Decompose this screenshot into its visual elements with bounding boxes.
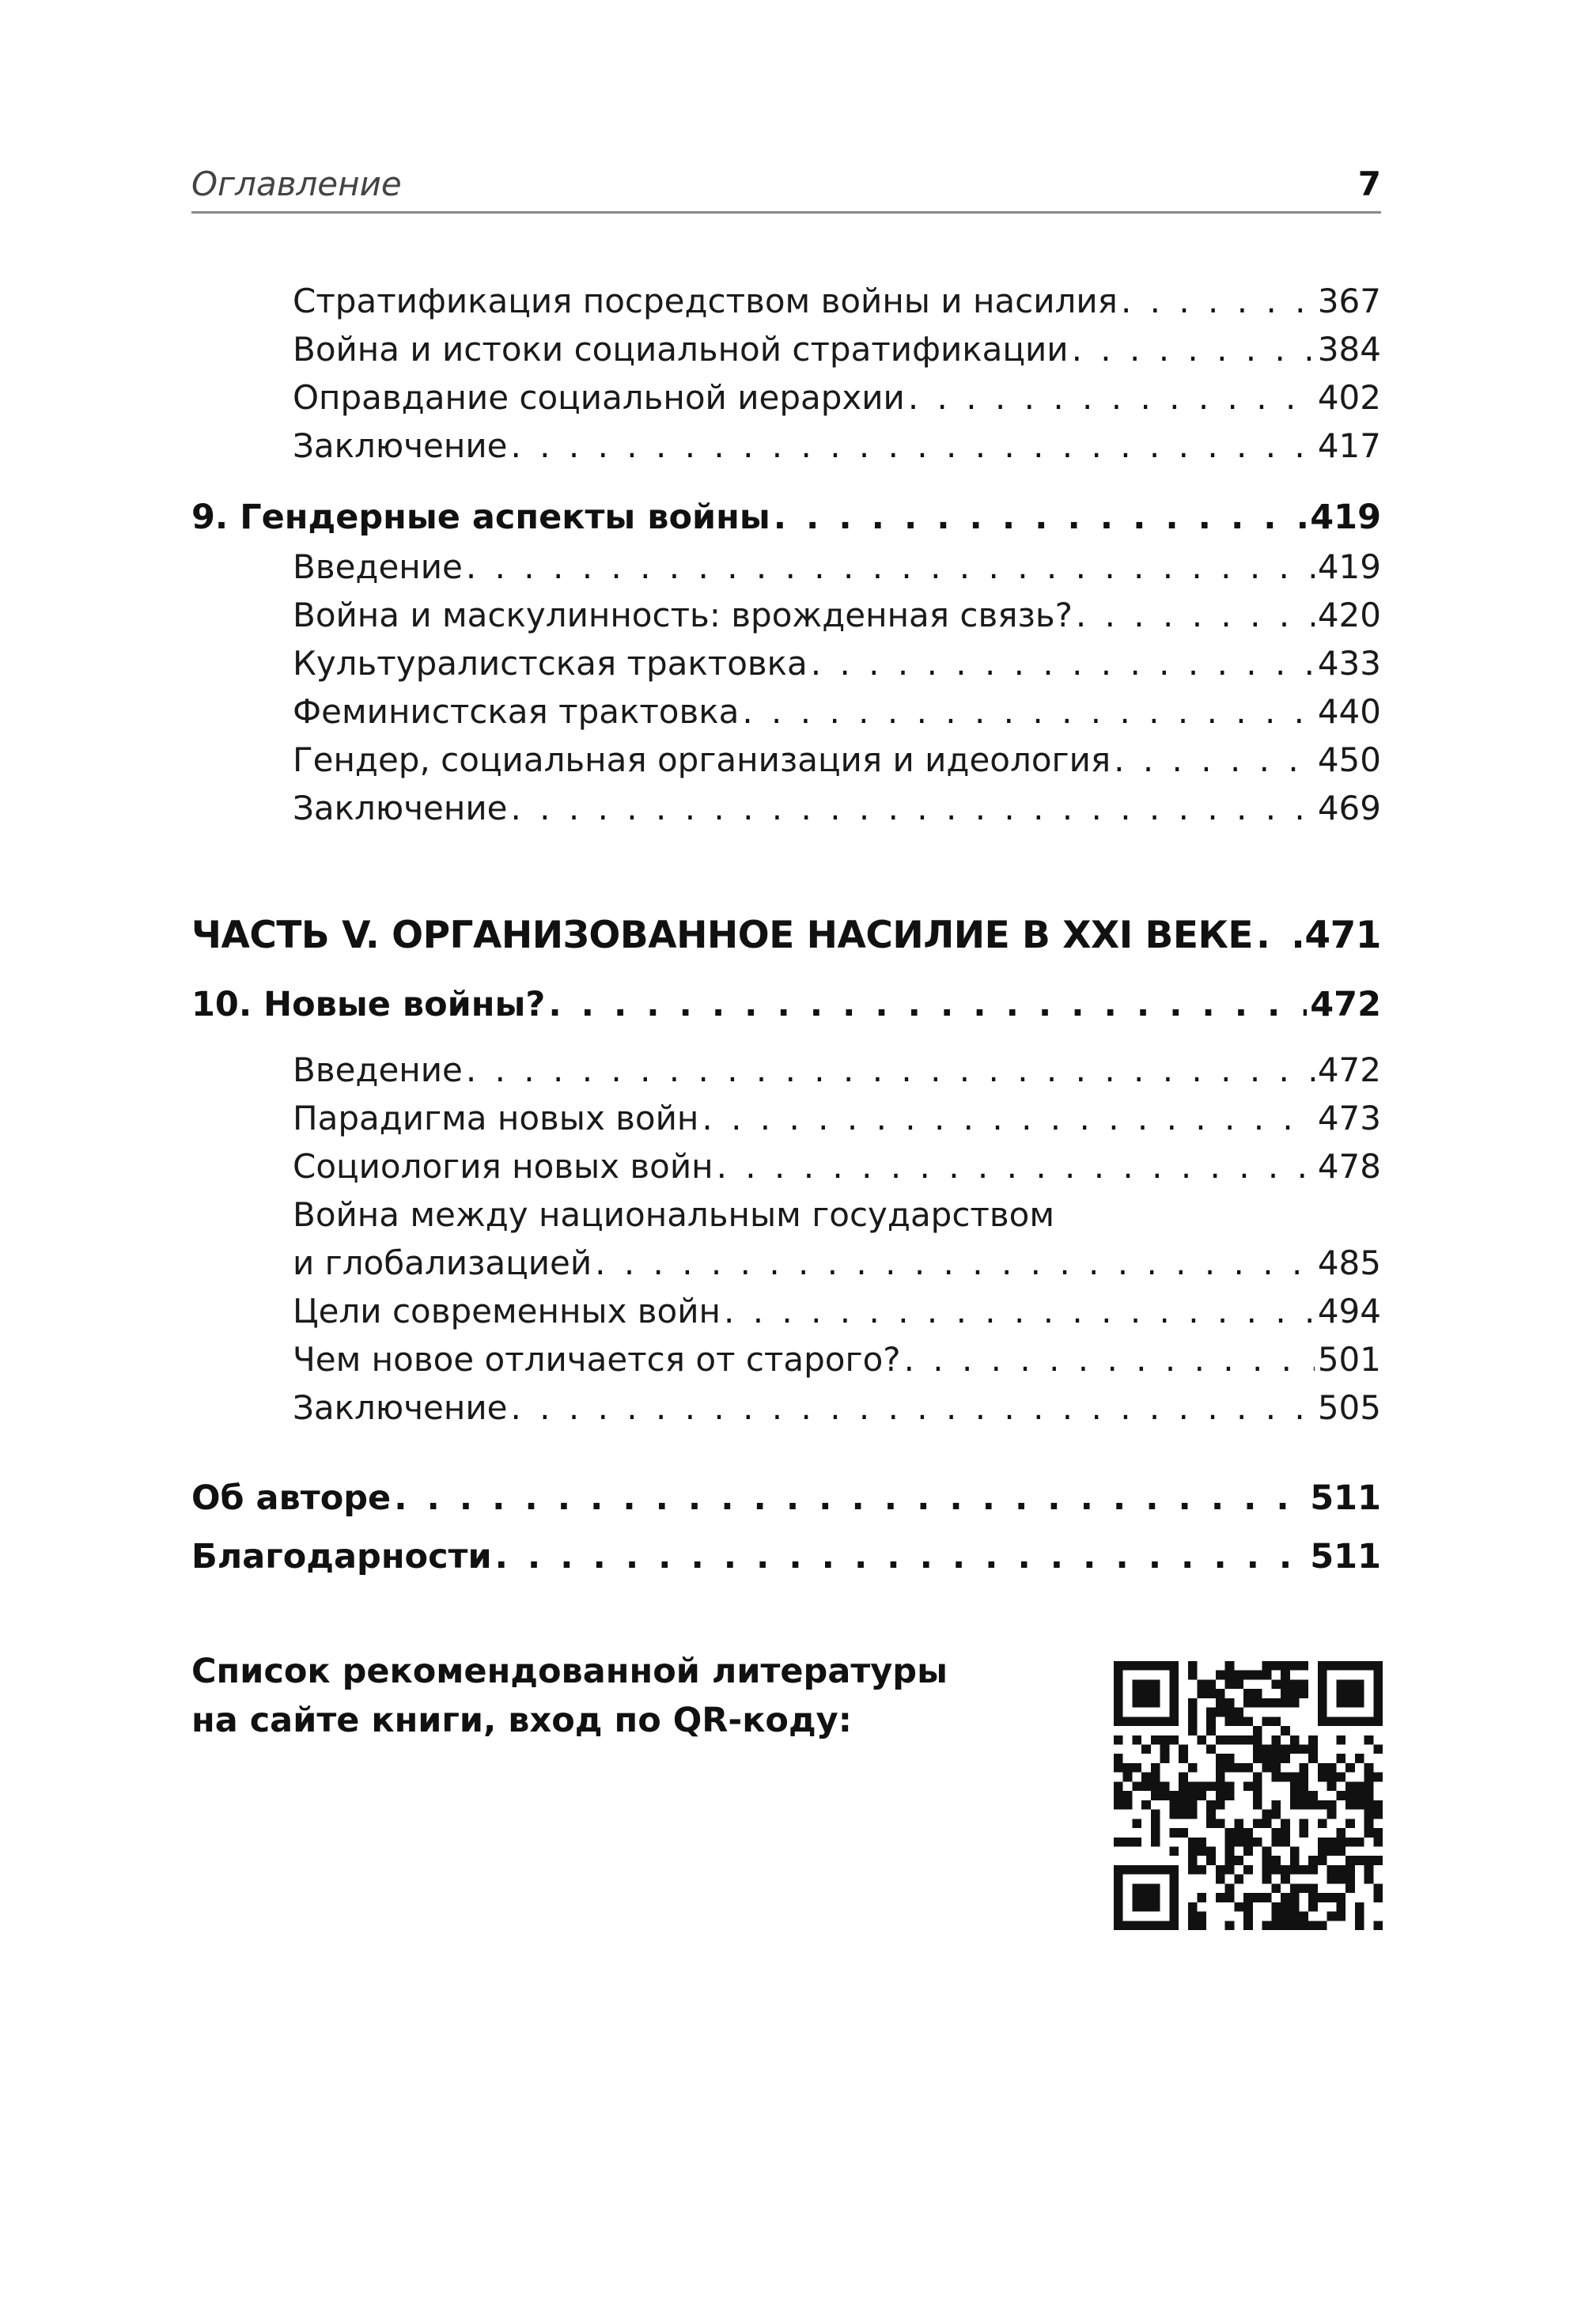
toc-entry-page: 473 [1317, 1099, 1381, 1137]
table-of-contents [191, 277, 1381, 1582]
running-title: Оглавление [191, 165, 402, 203]
toc-entry[interactable] [191, 1383, 1381, 1432]
toc-entry-title: Война и истоки социальной стратификации [293, 330, 1069, 369]
toc-entry[interactable] [191, 543, 1381, 591]
toc-section-group-1 [191, 277, 1381, 470]
toc-entry[interactable] [191, 1142, 1381, 1190]
page-number: 7 [1357, 165, 1381, 203]
toc-about-author[interactable] [191, 1473, 1381, 1523]
toc-entry-page: 505 [1317, 1388, 1381, 1427]
toc-entry-title: Феминистская трактовка [293, 692, 740, 731]
toc-entry-title: Введение [293, 1050, 463, 1089]
toc-entry-page: 420 [1317, 596, 1381, 634]
toc-chapter-title: Благодарности [191, 1537, 492, 1576]
toc-chapter-page: 419 [1310, 498, 1381, 537]
toc-acknowledgements[interactable] [191, 1531, 1381, 1582]
toc-entry-page: 450 [1317, 740, 1381, 779]
toc-entry-title: Оправдание социальной иерархии [293, 378, 905, 417]
toc-entry[interactable] [191, 1094, 1381, 1142]
toc-chapter-9[interactable] [191, 492, 1381, 543]
toc-entry-title: Гендер, социальная организация и идеология [293, 740, 1111, 779]
toc-part-title: ЧАСТЬ V. ОРГАНИЗОВАННОЕ НАСИЛИЕ В XXI ВЕКЕ [191, 914, 1253, 957]
toc-entry[interactable] [191, 1046, 1381, 1094]
toc-chapter-page: 511 [1310, 1478, 1381, 1518]
toc-entry-page: 417 [1317, 426, 1381, 465]
toc-entry-page: 501 [1317, 1340, 1381, 1379]
toc-entry-page: 402 [1317, 378, 1381, 417]
toc-entry-title: Парадигма новых войн [293, 1099, 699, 1137]
toc-entry-page: 433 [1317, 644, 1381, 683]
toc-entry[interactable] [191, 373, 1381, 422]
toc-entry-title: Введение [293, 547, 463, 586]
toc-chapter-title: Об авторе [191, 1478, 392, 1518]
toc-entry[interactable] [191, 639, 1381, 687]
toc-section-group-2 [191, 543, 1381, 832]
toc-chapter-title: 9. Гендерные аспекты войны [191, 498, 770, 537]
literature-note [191, 1647, 948, 1745]
toc-entry-page: 485 [1317, 1243, 1381, 1282]
toc-entry-page: 494 [1317, 1292, 1381, 1330]
qr-code-icon[interactable] [1114, 1661, 1383, 1930]
toc-entry-title: Культуралистская трактовка [293, 644, 808, 683]
toc-entry[interactable] [191, 591, 1381, 639]
toc-entry[interactable] [191, 277, 1381, 325]
toc-entry-title: Заключение [293, 789, 508, 827]
page-header [191, 162, 1381, 214]
toc-entry-title: Цели современных войн [293, 1292, 721, 1330]
toc-entry-page: 419 [1317, 547, 1381, 586]
toc-entry[interactable] [191, 1239, 1381, 1287]
toc-entry-title: Чем новое отличается от старого? [293, 1340, 901, 1379]
toc-part-page: 471 [1304, 914, 1381, 957]
toc-chapter-page: 472 [1310, 985, 1381, 1024]
toc-entry[interactable] [191, 1335, 1381, 1383]
toc-entry-page: 440 [1317, 692, 1381, 731]
literature-note-line-2: на сайте книги, вход по QR-коду: [191, 1701, 852, 1740]
toc-entry-title: Стратификация посредством войны и насилия [293, 282, 1118, 320]
toc-entry-page: 384 [1317, 330, 1381, 369]
toc-entry[interactable] [191, 422, 1381, 470]
toc-entry-page: 472 [1317, 1050, 1381, 1089]
toc-section-group-4 [191, 1287, 1381, 1432]
toc-entry-page: 469 [1317, 789, 1381, 827]
toc-chapter-page: 511 [1310, 1537, 1381, 1576]
toc-entry-page: 367 [1317, 282, 1381, 320]
toc-entry-title: Социология новых войн [293, 1147, 713, 1186]
toc-entry[interactable] [191, 784, 1381, 832]
toc-entry-page: 478 [1317, 1147, 1381, 1186]
toc-chapter-title: 10. Новые войны? [191, 985, 546, 1024]
toc-chapter-10[interactable] [191, 979, 1381, 1030]
toc-entry-title: Заключение [293, 1388, 508, 1427]
toc-entry-title: и глобализацией [293, 1243, 592, 1282]
toc-entry[interactable] [191, 325, 1381, 373]
toc-entry[interactable] [191, 687, 1381, 736]
toc-part-5[interactable] [191, 908, 1381, 963]
literature-note-line-1: Список рекомендованной литературы [191, 1652, 948, 1691]
toc-entry[interactable] [191, 1287, 1381, 1335]
toc-entry[interactable] [191, 736, 1381, 784]
toc-entry-title: Война и маскулинность: врожденная связь? [293, 596, 1073, 634]
toc-entry-title: Заключение [293, 426, 508, 465]
toc-section-group-3 [191, 1046, 1381, 1287]
toc-entry-first-line[interactable]: Война между национальным государством [293, 1195, 1055, 1234]
